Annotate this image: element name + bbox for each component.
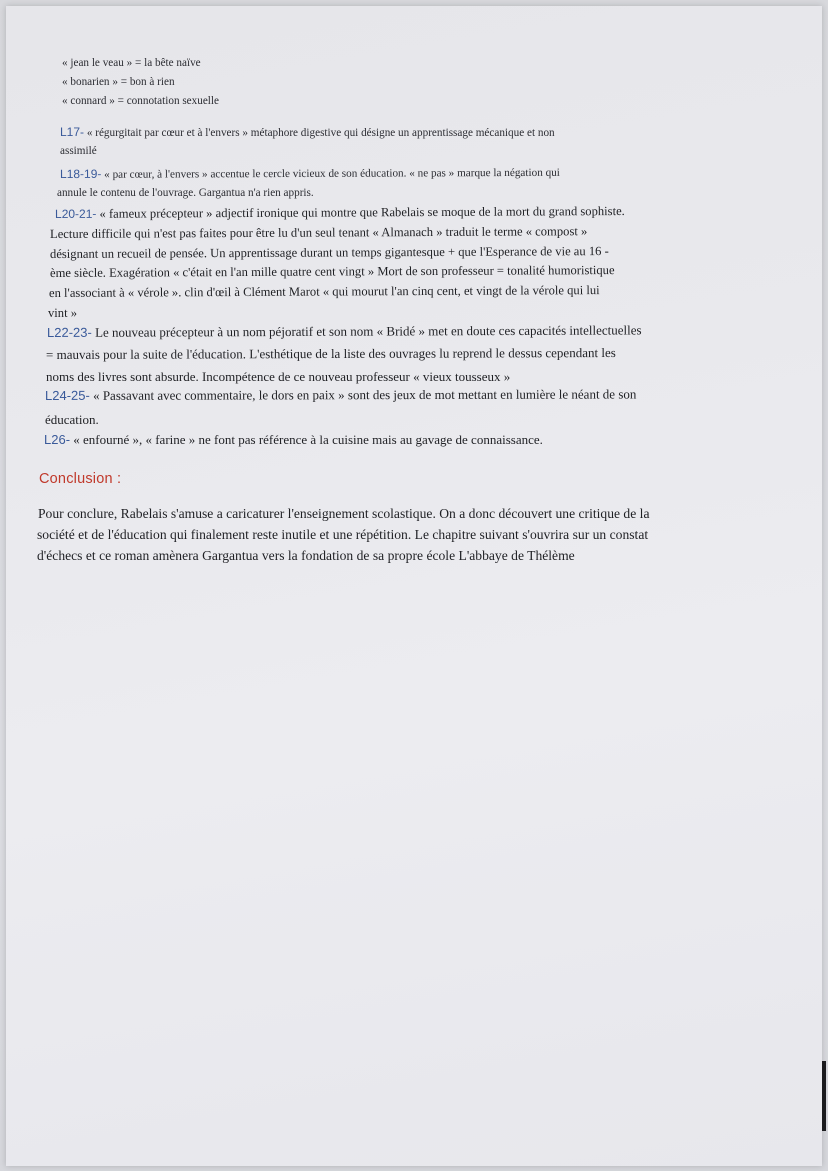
conclusion-line-1: Pour conclure, Rabelais s'amuse a caricaturer l'enseignement scolastique. On a donc découvert une critique de la [38, 506, 650, 521]
conclusion-line-3: d'échecs et ce roman amènera Gargantua vers la fondation de sa propre école L'abbaye de Thélème [37, 548, 575, 563]
analysis-l18-line-1: L18-19- « par cœur, à l'envers » accentue le cercle vicieux de son éducation. « ne pas » marque la négation qui [59, 166, 560, 181]
analysis-l20-line-3: désignant un recueil de pensée. Un apprentissage durant un temps gigantesque + que l'Esperance de vie au 16 - [49, 244, 609, 261]
analysis-l20-line-6: vint » [48, 306, 78, 320]
analysis-l24-line-1: L24-25- « Passavant avec commentaire, le dors en paix » sont des jeux de mot mettant en lumière le néant de son [44, 386, 637, 403]
photo-edge-shadow [822, 1061, 826, 1131]
analysis-l18-line-2: annule le contenu de l'ouvrage. Gargantua n'a rien appris. [57, 187, 314, 199]
analysis-l22-line-1: L22-23- Le nouveau précepteur à un nom péjoratif et son nom « Bridé » met en doute ces capacités intellectuelles [46, 322, 642, 340]
line-ref-l26: L26- [44, 432, 71, 447]
line-ref-l22-23: L22-23- [46, 324, 92, 340]
analysis-l24-line-2: éducation. [45, 412, 99, 427]
analysis-l17-line-2: assimilé [60, 145, 97, 157]
line-ref-l18-19: L18-19- [59, 166, 102, 181]
glossary-line-1: « jean le veau » = la bête naïve [62, 57, 201, 69]
analysis-l20-line-4: ème siècle. Exagération « c'était en l'an mille quatre cent vingt » Mort de son professeur = tonalité humoristique [49, 263, 615, 280]
line-ref-l20-21: L20-21- [54, 206, 97, 221]
line-ref-l17: L17- [60, 125, 85, 139]
line-ref-l24-25: L24-25- [44, 387, 90, 403]
conclusion-heading: Conclusion : [39, 471, 122, 487]
analysis-l20-line-1: L20-21- « fameux précepteur » adjectif ironique qui montre que Rabelais se moque de la mort du grand sophiste. [54, 204, 625, 221]
analysis-l22-line-2: = mauvais pour la suite de l'éducation. L'esthétique de la liste des ouvrages lu reprend le dessus cependant les [45, 345, 616, 362]
analysis-l17-line-1: L17- « régurgitait par cœur et à l'envers » métaphore digestive qui désigne un apprentissage mécanique et non [60, 125, 555, 139]
analysis-l20-line-5: en l'associant à « vérole ». clin d'œil à Clément Marot « qui mourut l'an cinq cent, et vingt de la vérole qui lui [48, 283, 600, 300]
glossary-line-3: « connard » = connotation sexuelle [62, 95, 219, 107]
analysis-l22-line-3: noms des livres sont absurde. Incompétence de ce nouveau professeur « vieux tousseux » [46, 369, 511, 384]
glossary-line-2: « bonarien » = bon à rien [62, 76, 175, 88]
conclusion-line-2: société et de l'éducation qui finalement reste inutile et une répétition. Le chapitre suivant s'ouvrira sur un constat [37, 527, 649, 542]
analysis-l20-line-2: Lecture difficile qui n'est pas faites pour être lu d'un seul tenant « Almanach » traduit le terme « compost » [49, 224, 588, 241]
analysis-l26-line-1: L26- « enfourné », « farine » ne font pas référence à la cuisine mais au gavage de connaissance. [44, 432, 543, 447]
